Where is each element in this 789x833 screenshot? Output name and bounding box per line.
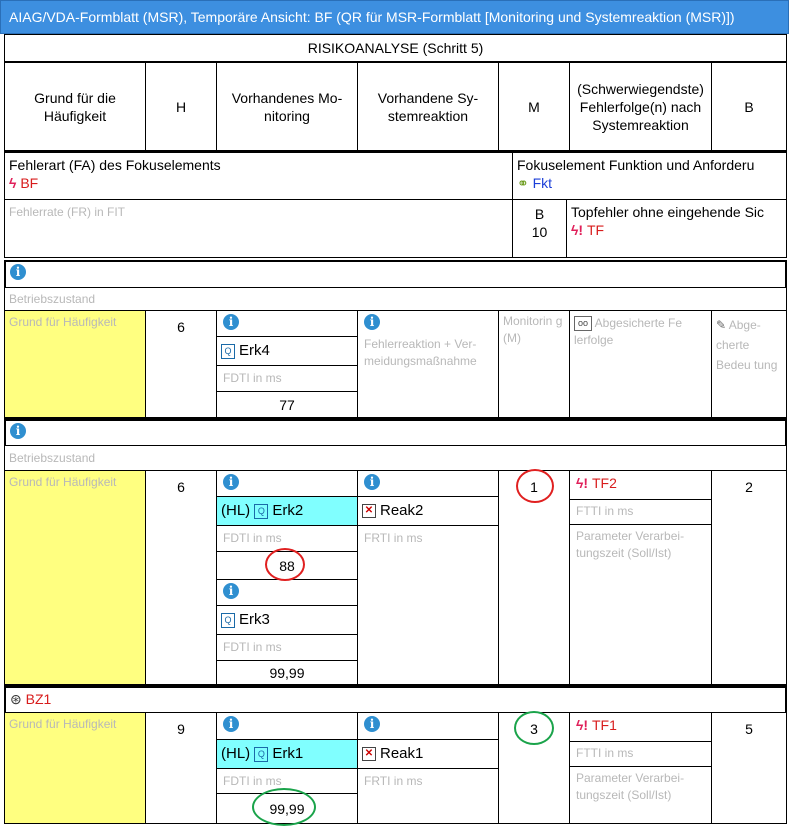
erk-label: Erk1 (272, 745, 304, 762)
erk-label: Erk4 (239, 342, 270, 359)
window-title: AIAG/VDA-Formblatt (MSR), Temporäre Ansicht: BF (QR für MSR-Formblatt [Monitoring und Systemreaktion (MSR)]) (0, 0, 789, 34)
info-icon[interactable]: i (364, 716, 380, 732)
col-monitoring[interactable]: Vorhandenes Monitoring (216, 62, 358, 151)
funktion-cell[interactable] (512, 150, 787, 200)
erk-label: Erk2 (272, 502, 304, 519)
block2-fdti-label: FDTI in ms (216, 525, 358, 552)
tf-label: TF1 (591, 717, 617, 733)
block2-erk3[interactable] (216, 605, 358, 635)
block2-reak[interactable] (357, 496, 499, 526)
block3-bz-row[interactable] (4, 685, 787, 713)
block1-fdti-label: FDTI in ms (216, 365, 358, 392)
fehlerart-cell[interactable] (4, 150, 513, 200)
block1-fdti-value[interactable]: 77 (216, 391, 358, 418)
fehlerart-value[interactable]: BF (20, 175, 39, 191)
binoculars-icon: oo (574, 316, 592, 331)
block3-reak[interactable] (357, 739, 499, 769)
link-icon: ⚭ (517, 175, 529, 191)
magnifier-icon: Q (254, 504, 268, 519)
info-icon[interactable]: i (10, 264, 26, 280)
block3-h[interactable]: 9 (145, 712, 217, 824)
block1-mon-info (216, 310, 358, 337)
tf-label: TF2 (591, 475, 617, 491)
block3-erk[interactable] (216, 739, 358, 769)
reak-label: Reak2 (380, 502, 424, 519)
abgesicherte-fehlerfolge: Abgesicherte Fe lerfolge (574, 316, 683, 347)
block3-grund[interactable]: Grund für Häufigkeit (4, 712, 146, 824)
hl-label: (HL) (221, 745, 251, 762)
block2-reak-info (357, 470, 499, 497)
col-b[interactable]: B (711, 62, 787, 151)
info-icon[interactable]: i (223, 474, 239, 490)
block1-info-row (4, 260, 787, 288)
info-icon[interactable]: i (223, 583, 239, 599)
col-fehlerfolge[interactable]: (Schwerwiegendste) Fehlerfolge(n) nach Systemreaktion (569, 62, 712, 151)
block2-erk[interactable] (216, 496, 358, 526)
info-icon[interactable]: i (364, 314, 380, 330)
block2-m[interactable]: 1 (498, 470, 570, 685)
block2-b[interactable]: 2 (711, 470, 787, 685)
block2-info-row (4, 418, 787, 446)
fehlerrate-field[interactable]: Fehlerrate (FR) in FIT (4, 199, 513, 258)
block2-mon-info (216, 470, 358, 497)
block3-b[interactable]: 5 (711, 712, 787, 824)
block3-m[interactable]: 3 (498, 712, 570, 824)
block2-mon2-info (216, 579, 358, 606)
block2-fdti2-label: FDTI in ms (216, 634, 358, 661)
steering-wheel-icon: ⊛ (10, 691, 22, 707)
bolt-excl-icon: ϟ! (576, 717, 589, 733)
hl-label: (HL) (221, 502, 251, 519)
bolt-excl-icon: ϟ! (576, 475, 589, 491)
block3-reak-info (357, 712, 499, 740)
block2-tf[interactable] (569, 470, 712, 500)
x-icon: ✕ (362, 747, 376, 761)
block3-parameter[interactable]: Parameter Verarbeitungszeit (Soll/Ist) (569, 766, 712, 824)
block2-fdti-value[interactable]: 88 (216, 551, 358, 580)
topfehler-cell[interactable] (566, 199, 787, 258)
funktion-value[interactable]: Fkt (532, 175, 553, 191)
block3-frti[interactable]: FRTI in ms (357, 768, 499, 824)
bz-label: BZ1 (25, 691, 52, 707)
x-icon: ✕ (362, 504, 376, 518)
annotation-circle-red-fdti (265, 548, 305, 581)
col-m[interactable]: M (498, 62, 570, 151)
annotation-circle-green-fdti (252, 788, 316, 826)
block2-parameter[interactable]: Parameter Verarbeitungszeit (Soll/Ist) (569, 524, 712, 685)
block1-grund[interactable]: Grund für Häufigkeit (4, 310, 146, 418)
block2-grund[interactable]: Grund für Häufigkeit (4, 470, 146, 685)
info-icon[interactable]: i (364, 474, 380, 490)
block3-fdti-label: FDTI in ms (216, 768, 358, 794)
annotation-circle-green-m (514, 711, 554, 745)
topfehler-label: Topfehler ohne eingehende Sic (571, 204, 765, 220)
block1-m[interactable]: Monitorin g (M) (498, 310, 570, 418)
pencil-icon: ✎ (716, 318, 727, 332)
bolt-excl-icon: ϟ! (571, 222, 584, 238)
erk3-label: Erk3 (239, 611, 270, 628)
topfehler-value[interactable]: TF (586, 222, 605, 238)
block1-betriebszustand[interactable]: Betriebszustand (4, 287, 787, 311)
block1-erk[interactable] (216, 336, 358, 366)
block2-fdti2-value[interactable]: 99,99 (216, 660, 358, 685)
fehlerreaktion-placeholder: Fehlerreaktion + Vermeidungsmaßnahme (364, 337, 477, 368)
bolt-icon: ϟ (9, 175, 17, 191)
block3-ftti: FTTI in ms (569, 741, 712, 767)
b-cell[interactable] (512, 199, 567, 258)
col-systemreaktion[interactable]: Vorhandene Systemreaktion (357, 62, 499, 151)
col-h[interactable]: H (145, 62, 217, 151)
block2-frti[interactable]: FRTI in ms (357, 525, 499, 685)
funktion-label: Fokuselement Funktion und Anforderu (517, 157, 755, 173)
info-icon[interactable]: i (10, 423, 26, 439)
block3-fdti-value[interactable]: 99,99 (216, 793, 358, 824)
col-grund[interactable]: Grund für die Häufigkeit (4, 62, 146, 151)
block2-betriebszustand[interactable]: Betriebszustand (4, 445, 787, 471)
block1-h[interactable]: 6 (145, 310, 217, 418)
info-icon[interactable]: i (223, 314, 239, 330)
block2-ftti: FTTI in ms (569, 499, 712, 525)
magnifier-icon: Q (221, 344, 235, 359)
block1-fehlerfolge[interactable] (569, 310, 712, 418)
block1-b[interactable] (711, 310, 787, 418)
fehlerart-label: Fehlerart (FA) des Fokuselements (9, 157, 221, 173)
b-label: B (534, 206, 545, 222)
section-header: RISIKOANALYSE (Schritt 5) (4, 34, 787, 62)
block1-reaktion[interactable] (357, 310, 499, 418)
block3-tf[interactable] (569, 712, 712, 742)
abgesicherte-bedeutung: Abge cherte Bedeu tung (716, 318, 778, 372)
magnifier-icon: Q (254, 747, 268, 762)
block2-h[interactable]: 6 (145, 470, 217, 685)
reak-label: Reak1 (380, 745, 424, 762)
b-value: 10 (531, 224, 548, 240)
magnifier-icon: Q (221, 613, 235, 628)
block3-mon-info (216, 712, 358, 740)
annotation-circle-red-m (516, 469, 554, 503)
info-icon[interactable]: i (223, 716, 239, 732)
